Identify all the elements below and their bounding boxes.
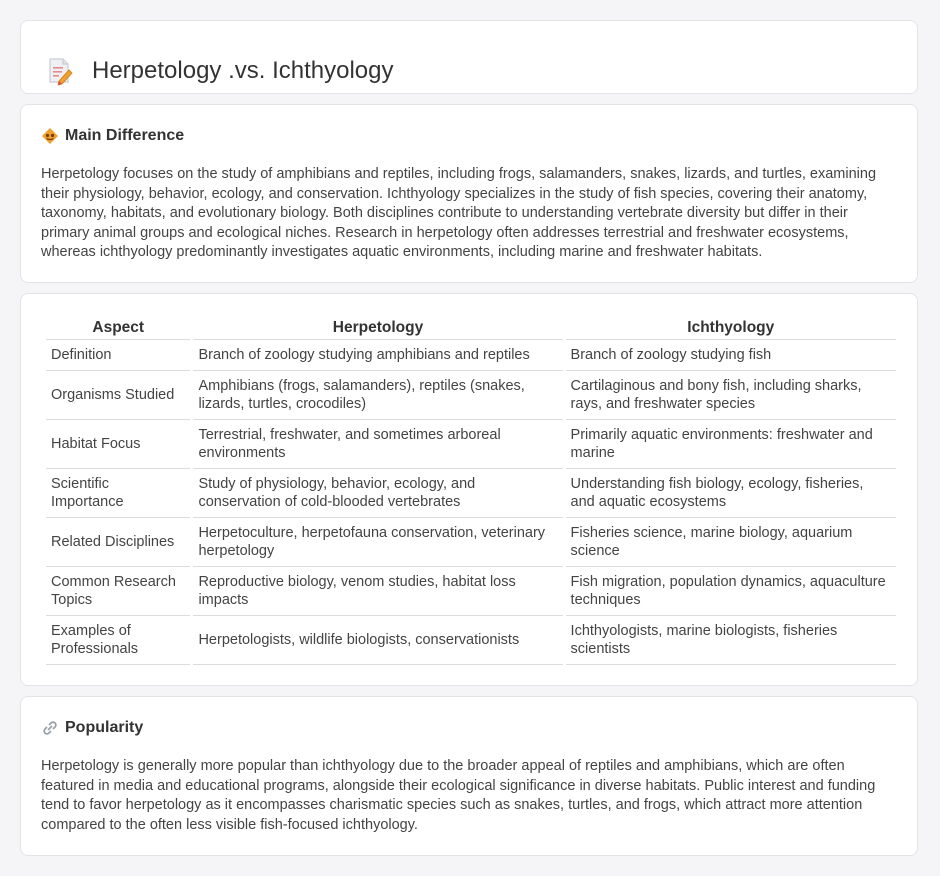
herpetology-cell: Herpetoculture, herpetofauna conservation, veterinary herpetology	[193, 518, 562, 567]
table-row	[46, 518, 896, 567]
main-difference-heading	[41, 127, 184, 145]
aspect-cell: Scientific Importance	[46, 469, 190, 518]
comparison-table	[43, 315, 899, 665]
herpetology-cell: Study of physiology, behavior, ecology, and conservation of cold-blooded vertebrates	[193, 469, 562, 518]
header-ichthyology: Ichthyology	[566, 315, 896, 340]
popularity-title: Popularity	[65, 719, 144, 736]
table-row	[46, 469, 896, 518]
herpetology-cell: Herpetologists, wildlife biologists, conservationists	[193, 616, 562, 665]
aspect-cell: Examples of Professionals	[46, 616, 190, 665]
aspect-cell: Common Research Topics	[46, 567, 190, 616]
herpetology-cell: Amphibians (frogs, salamanders), reptiles (snakes, lizards, turtles, crocodiles)	[193, 371, 562, 420]
table-row	[46, 340, 896, 371]
main-difference-text: Herpetology focuses on the study of amphibians and reptiles, including frogs, salamanders, snakes, lizards, and turtles, examining their physiology, behavior, ecology, and conservation. Ichthyology specializes in the study of fish species, covering their anatomy, taxonomy, habitats, and evolutionary biology. Both disciplines contribute to understanding vertebrate diversity but differ in their primary animal groups and ecological niches. Research in herpetology often addresses terrestrial and freshwater ecosystems, whereas ichthyology predominantly investigates aquatic environments, including marine and freshwater habitats.	[41, 166, 877, 260]
table-header-row	[46, 315, 896, 340]
ichthyology-cell: Branch of zoology studying fish	[566, 340, 896, 371]
table-row	[46, 616, 896, 665]
table-row	[46, 420, 896, 469]
main-difference-card	[20, 104, 918, 283]
ichthyology-cell: Fisheries science, marine biology, aquarium science	[566, 518, 896, 567]
aspect-cell: Organisms Studied	[46, 371, 190, 420]
diamond-badge-icon	[41, 127, 59, 145]
ichthyology-cell: Fish migration, population dynamics, aquaculture techniques	[566, 567, 896, 616]
popularity-card	[20, 696, 918, 856]
header-card	[20, 20, 918, 94]
aspect-cell: Definition	[46, 340, 190, 371]
comparison-card	[20, 293, 918, 686]
header-herpetology: Herpetology	[193, 315, 562, 340]
ichthyology-cell: Understanding fish biology, ecology, fisheries, and aquatic ecosystems	[566, 469, 896, 518]
popularity-heading	[41, 719, 143, 737]
herpetology-cell: Reproductive biology, venom studies, habitat loss impacts	[193, 567, 562, 616]
popularity-text: Herpetology is generally more popular than ichthyology due to the broader appeal of reptiles and amphibians, which are often featured in media and educational programs, alongside their ecological significance in diverse habitats. Public interest and funding tend to favor herpetology as it encompasses charismatic species such as snakes, turtles, and frogs, which attract more attention compared to the often less visible fish-focused ichthyology.	[41, 758, 876, 833]
title-row	[45, 41, 394, 101]
main-difference-title: Main Difference	[65, 127, 185, 144]
aspect-cell: Habitat Focus	[46, 420, 190, 469]
document-edit-icon	[45, 55, 73, 87]
ichthyology-cell: Primarily aquatic environments: freshwater and marine	[566, 420, 896, 469]
header-aspect: Aspect	[46, 315, 190, 340]
link-icon	[41, 719, 59, 737]
ichthyology-cell: Ichthyologists, marine biologists, fisheries scientists	[566, 616, 896, 665]
herpetology-cell: Terrestrial, freshwater, and sometimes arboreal environments	[193, 420, 562, 469]
page-title: Herpetology .vs. Ichthyology	[92, 57, 394, 85]
table-row	[46, 567, 896, 616]
ichthyology-cell: Cartilaginous and bony fish, including sharks, rays, and freshwater species	[566, 371, 896, 420]
herpetology-cell: Branch of zoology studying amphibians and reptiles	[193, 340, 562, 371]
table-row	[46, 371, 896, 420]
aspect-cell: Related Disciplines	[46, 518, 190, 567]
